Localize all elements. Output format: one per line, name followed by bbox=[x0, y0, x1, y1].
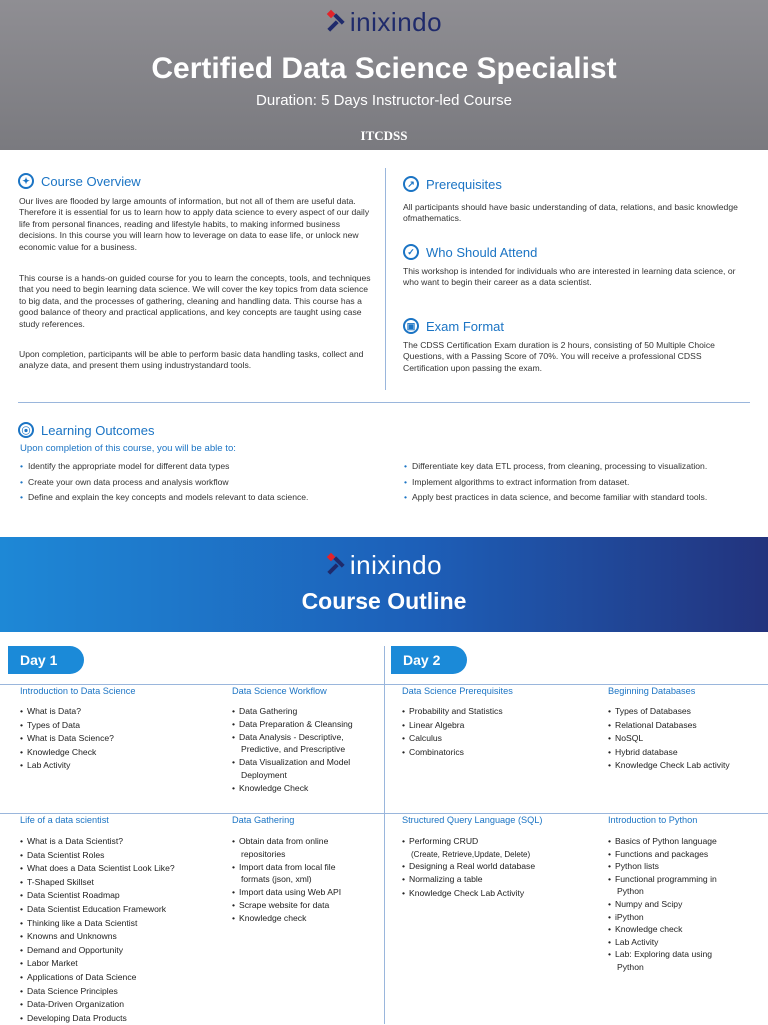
list-item: • Designing a Real world database bbox=[402, 860, 602, 874]
overview-p2: This course is a hands-on guided course for you to learn the concepts, tools, and techniques that you need to begin learning data science. We will cover the key topics from data science to big data, and the processes of gathering, cleaning and handling data. This course has a good balance of theory and practical applications, and key concepts are taught using case study references. bbox=[19, 273, 371, 329]
list-item: • Data Scientist Roadmap bbox=[20, 889, 220, 903]
list-item: • T-Shaped Skillset bbox=[20, 876, 220, 890]
trend-icon: ↗ bbox=[403, 176, 419, 192]
row-divider bbox=[0, 813, 768, 814]
list-item: • Normalizing a table bbox=[402, 873, 602, 887]
prerequisites-title: Prerequisites bbox=[426, 176, 502, 192]
crud-label: Performing CRUD bbox=[409, 836, 479, 846]
brand-logo bbox=[0, 2, 768, 42]
module-list bbox=[608, 835, 738, 974]
logo-mark-icon bbox=[326, 554, 346, 576]
module-title: Introduction to Python bbox=[608, 815, 698, 825]
checkmark-icon: ✓ bbox=[403, 244, 419, 260]
overview-heading bbox=[18, 173, 141, 189]
outcomes-intro: Upon completion of this course, you will be able to: bbox=[20, 443, 236, 454]
list-item: • Data Gathering bbox=[232, 705, 380, 718]
crud-sub: (Create, Retrieve,Update, Delete) bbox=[411, 849, 531, 859]
module-list bbox=[20, 705, 210, 773]
outcomes-left-list bbox=[20, 459, 390, 506]
attend-text: This workshop is intended for individuals who are interested in learning data science, or who want to begin their career as a data scientist. bbox=[403, 266, 736, 288]
logo-mark-icon bbox=[326, 11, 346, 33]
module-title: Introduction to Data Science bbox=[20, 686, 136, 696]
duration-text: Duration: 5 Days Instructor-led Course bbox=[256, 92, 512, 109]
list-item: • Knowledge Check Lab Activity bbox=[402, 887, 602, 901]
list-item: • Demand and Opportunity bbox=[20, 944, 220, 958]
list-item: • Data-Driven Organization bbox=[20, 998, 220, 1012]
module-list bbox=[20, 835, 220, 1025]
list-item: • Import data from local file formats (json, xml) bbox=[232, 861, 357, 887]
lightbulb-icon: ✦ bbox=[18, 173, 34, 189]
page-title: Certified Data Science Specialist bbox=[151, 52, 617, 85]
section-divider bbox=[18, 402, 750, 403]
list-item: • Obtain data from online repositories bbox=[232, 835, 357, 861]
list-item: • Scrape website for data bbox=[232, 899, 357, 912]
list-item: • Python lists bbox=[608, 860, 738, 873]
module-list bbox=[232, 705, 380, 795]
module-title: Data Gathering bbox=[232, 815, 295, 825]
day-divider bbox=[384, 646, 385, 1024]
outcomes-title: Learning Outcomes bbox=[41, 422, 155, 438]
brain-icon: ⦿ bbox=[18, 422, 34, 438]
list-item: • Functions and packages bbox=[608, 848, 738, 861]
list-item: • Identify the appropriate model for different data types bbox=[20, 459, 390, 475]
list-item: • Types of Data bbox=[20, 719, 210, 733]
brand-logo-2 bbox=[0, 545, 768, 585]
exam-heading bbox=[403, 318, 504, 334]
module-title: Life of a data scientist bbox=[20, 815, 109, 825]
list-item: • Data Scientist Education Framework bbox=[20, 903, 220, 917]
day1-label: Day 1 bbox=[8, 646, 84, 674]
list-item: • Combinatorics bbox=[402, 746, 592, 760]
outcomes-right-list bbox=[404, 459, 764, 506]
module-title: Beginning Databases bbox=[608, 686, 696, 696]
module-list bbox=[402, 835, 602, 900]
list-item: • Linear Algebra bbox=[402, 719, 592, 733]
list-item: • Knowledge check bbox=[608, 923, 738, 936]
list-item: • Lab Activity bbox=[608, 936, 738, 949]
list-item: • Data Analysis - Descriptive, Predictive, and Prescriptive bbox=[232, 731, 380, 757]
list-item: • Knowledge Check Lab activity bbox=[608, 759, 766, 773]
module-list bbox=[402, 705, 592, 759]
outcomes-heading bbox=[18, 422, 154, 438]
list-item: • Labor Market bbox=[20, 957, 220, 971]
list-item: • What is Data? bbox=[20, 705, 210, 719]
list-item: • Knowledge Check bbox=[232, 782, 380, 795]
overview-p1: Our lives are flooded by large amounts of information, but not all of them are useful data. Therefore it is essential for us to learn how to apply data science to every aspect of our daily life from personal finances, reading and lifestyle habits, to making informed business decisions. In this course you will learn how to leverage on data to ease life, or unlock new economic value for a business. bbox=[19, 196, 370, 252]
list-item: • Basics of Python language bbox=[608, 835, 738, 848]
list-item: • Calculus bbox=[402, 732, 592, 746]
module-title: Structured Query Language (SQL) bbox=[402, 815, 543, 825]
list-item: • NoSQL bbox=[608, 732, 766, 746]
list-item: • Define and explain the key concepts and models relevant to data science. bbox=[20, 490, 390, 506]
list-item: • Knowns and Unknowns bbox=[20, 930, 220, 944]
list-item: • What does a Data Scientist Look Like? bbox=[20, 862, 220, 876]
attend-heading bbox=[403, 244, 537, 260]
module-list bbox=[232, 835, 357, 925]
list-item: • Numpy and Scipy bbox=[608, 898, 738, 911]
day-underline bbox=[0, 684, 768, 685]
list-item: • Probability and Statistics bbox=[402, 705, 592, 719]
list-item: • Hybrid database bbox=[608, 746, 766, 760]
list-item: • Data Scientist Roles bbox=[20, 849, 220, 863]
list-item: • iPython bbox=[608, 911, 738, 924]
list-item: • What is a Data Scientist? bbox=[20, 835, 220, 849]
list-item: • Import data using Web API bbox=[232, 886, 357, 899]
module-list bbox=[608, 705, 766, 773]
list-item: • Data Science Principles bbox=[20, 985, 220, 999]
list-item: • Lab: Exploring data using Python bbox=[608, 948, 738, 973]
brand-name: inixindo bbox=[349, 6, 443, 37]
list-item: • Create your own data process and analysis workflow bbox=[20, 475, 390, 491]
list-item: • Data Preparation & Cleansing bbox=[232, 718, 380, 731]
prerequisites-text: All participants should have basic understanding of data, relations, and basic knowledge ofmathematics. bbox=[403, 202, 738, 224]
list-item bbox=[402, 835, 602, 860]
module-title: Data Science Prerequisites bbox=[402, 686, 513, 696]
attend-title: Who Should Attend bbox=[426, 244, 538, 260]
list-item: • Implement algorithms to extract information from dataset. bbox=[404, 475, 764, 491]
list-item: • Relational Databases bbox=[608, 719, 766, 733]
outline-title: Course Outline bbox=[301, 588, 467, 614]
list-item: • Thinking like a Data Scientist bbox=[20, 917, 220, 931]
list-item: • Applications of Data Science bbox=[20, 971, 220, 985]
overview-title: Course Overview bbox=[41, 173, 141, 189]
column-divider bbox=[385, 168, 386, 390]
list-item: • Functional programming in Python bbox=[608, 873, 738, 898]
building-icon: ▣ bbox=[403, 318, 419, 334]
list-item: • Differentiate key data ETL process, from cleaning, processing to visualization. bbox=[404, 459, 764, 475]
brand-name: inixindo bbox=[349, 549, 443, 580]
list-item: • Developing Data Products bbox=[20, 1012, 220, 1025]
exam-title: Exam Format bbox=[426, 318, 505, 334]
list-item: • Types of Databases bbox=[608, 705, 766, 719]
module-title: Data Science Workflow bbox=[232, 686, 327, 696]
course-code: ITCDSS bbox=[360, 128, 408, 143]
list-item: • Data Visualization and Model Deployment bbox=[232, 756, 380, 782]
prerequisites-heading bbox=[403, 176, 502, 192]
list-item: • Knowledge Check bbox=[20, 746, 210, 760]
overview-p3: Upon completion, participants will be able to perform basic data handling tasks, collect and analyze data, and present them using industrystandard tools. bbox=[19, 349, 364, 371]
exam-text: The CDSS Certification Exam duration is 2 hours, consisting of 50 Multiple Choice Questions, with a Passing Score of 70%. You will receive a professional CDSS Certification upon passing the exam. bbox=[403, 340, 715, 373]
day2-label: Day 2 bbox=[391, 646, 467, 674]
list-item: • Apply best practices in data science, and become familiar with standard tools. bbox=[404, 490, 764, 506]
list-item: • Knowledge check bbox=[232, 912, 357, 925]
list-item: • Lab Activity bbox=[20, 759, 210, 773]
list-item: • What is Data Science? bbox=[20, 732, 210, 746]
